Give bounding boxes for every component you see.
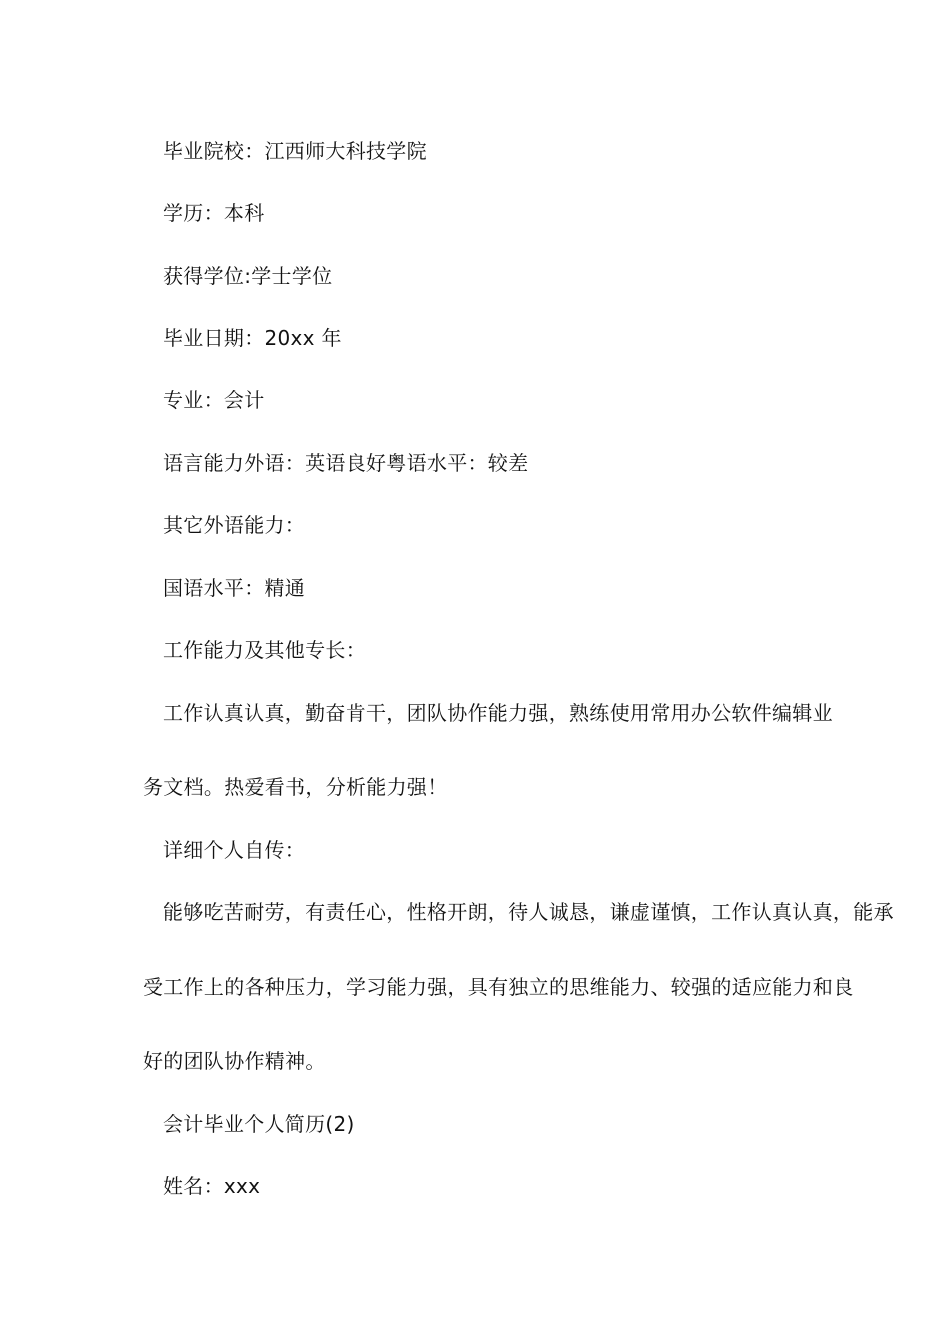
name-line: 姓名：xxx — [163, 1174, 261, 1198]
autobiography-paragraph-line-2: 受工作上的各种压力，学习能力强，具有独立的思维能力、较强的适应能力和良 — [143, 975, 854, 999]
autobiography-paragraph-line-3: 好的团队协作精神。 — [143, 1049, 326, 1073]
autobiography-heading: 详细个人自传： — [163, 838, 306, 862]
language-ability-line: 语言能力外语：英语良好粤语水平：较差 — [163, 451, 529, 475]
resume-section-title: 会计毕业个人简历(2) — [163, 1112, 355, 1136]
education-line: 学历：本科 — [163, 201, 265, 225]
graduation-date-line: 毕业日期：20xx 年 — [163, 326, 342, 350]
graduate-school-line: 毕业院校：江西师大科技学院 — [163, 139, 427, 163]
other-language-line: 其它外语能力： — [163, 513, 306, 537]
major-line: 专业：会计 — [163, 388, 265, 412]
skills-heading: 工作能力及其他专长： — [163, 638, 366, 662]
skills-paragraph-line-1: 工作认真认真，勤奋肯干，团队协作能力强，熟练使用常用办公软件编辑业 — [163, 701, 833, 725]
autobiography-paragraph-line-1: 能够吃苦耐劳，有责任心，性格开朗，待人诚恳，谦虚谨慎，工作认真认真，能承 — [163, 900, 894, 924]
skills-paragraph-line-2: 务文档。热爱看书，分析能力强！ — [143, 775, 448, 799]
degree-line: 获得学位:学士学位 — [163, 264, 333, 288]
mandarin-level-line: 国语水平：精通 — [163, 576, 306, 600]
